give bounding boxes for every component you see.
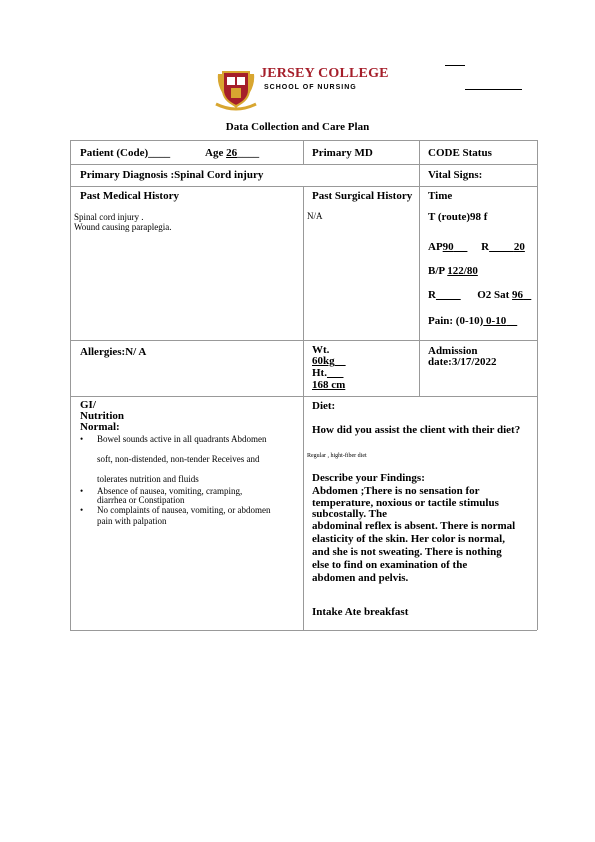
col-divider-2: [419, 140, 420, 396]
col-divider-1: [303, 140, 304, 164]
findings-line-5: elasticity of the skin. Her color is normal,: [312, 533, 505, 545]
past-surgical-history-label: Past Surgical History: [312, 190, 413, 202]
o2-value: 96: [512, 289, 524, 301]
pain-value: 0-10: [483, 315, 507, 327]
vitals-temp: T (route)98 f: [428, 211, 488, 223]
age-field: [205, 147, 259, 159]
vitals-bp: [428, 265, 478, 277]
findings-line-1: Abdomen ;There is no sensation for: [312, 485, 480, 497]
vitals-pain: [428, 315, 517, 327]
vitals-ap-r: [428, 241, 525, 253]
normal-label: Normal:: [80, 421, 120, 433]
past-medical-history-label: Past Medical History: [80, 190, 179, 202]
pain-label: Pain: (0-10): [428, 315, 484, 327]
code-status-label: CODE Status: [428, 147, 492, 159]
blank-line-top: [445, 65, 465, 66]
medical-history-line-1: Spinal cord injury .: [74, 212, 144, 222]
age-blank: ____: [237, 147, 260, 159]
table-border-left: [70, 140, 71, 630]
college-logo: [214, 64, 389, 112]
gi-bullet-3-line-1: • No complaints of nausea, vomiting, or abdomen: [97, 505, 270, 515]
age-value: 26: [226, 147, 238, 159]
document-title: Data Collection and Care Plan: [225, 121, 370, 133]
age-label: Age: [205, 147, 227, 159]
crest-icon: [214, 64, 258, 112]
nutrition-label: Nutrition: [80, 410, 124, 422]
findings-line-3: subcostally. The: [312, 508, 387, 520]
intake: Intake Ate breakfast: [312, 606, 409, 618]
findings-line-4: abdominal reflex is absent. There is normal: [312, 520, 516, 532]
gi-bullet-1-line-2: soft, non-distended, non-tender Receives and: [97, 454, 260, 464]
blank-line-top-2: [465, 89, 522, 90]
findings-line-8: abdomen and pelvis.: [312, 572, 409, 584]
table-border-bottom: [70, 630, 537, 631]
gi-bullet-2-line-1: • Absence of nausea, vomiting, cramping,: [97, 486, 242, 496]
admission-label: Admission: [428, 345, 478, 357]
diet-question: How did you assist the client with their diet?: [312, 424, 521, 436]
diet-label: Diet:: [312, 400, 336, 412]
findings-line-2: temperature, noxious or tactile stimulus: [312, 497, 499, 509]
logo-title: JERSEY COLLEGE: [260, 66, 389, 81]
weight-label: Wt.: [312, 344, 330, 356]
findings-label: Describe your Findings:: [312, 472, 425, 484]
r-value: 20: [513, 241, 525, 253]
gi-bullet-2-line-2: diarrhea or Constipation: [97, 495, 185, 505]
bp-label: B/P: [428, 265, 448, 277]
bp-value: 122/80: [447, 265, 478, 277]
table-border-right: [537, 140, 538, 630]
gi-label: GI/: [80, 399, 96, 411]
r-label: R: [481, 241, 490, 253]
gi-bullet-1-line-1: • Bowel sounds active in all quadrants Abdomen: [97, 434, 266, 444]
gi-bullet-1-line-3: tolerates nutrition and fluids: [97, 474, 199, 484]
care-plan-table: [70, 140, 537, 630]
admission-date: date:3/17/2022: [428, 356, 497, 368]
weight-value: 60kg: [312, 355, 335, 367]
patient-code-label: Patient (Code)____: [80, 147, 171, 159]
height-label: Ht.: [312, 367, 327, 379]
r2-label: R: [428, 289, 436, 301]
r2-blank: [436, 289, 461, 301]
height-value: 168 cm: [312, 379, 346, 391]
surgical-history-value: N/A: [307, 211, 323, 221]
medical-history-line-2: Wound causing paraplegia.: [74, 222, 172, 232]
ap-value: 90: [442, 241, 454, 253]
logo-subtitle: SCHOOL OF NURSING: [264, 84, 357, 91]
ap-label: AP: [428, 241, 443, 253]
vitals-r-o2: [428, 289, 531, 301]
vital-signs-label: Vital Signs:: [428, 169, 483, 181]
gi-bullet-3-line-2: pain with palpation: [97, 516, 167, 526]
findings-line-6: and she is not sweating. There is nothing: [312, 546, 502, 558]
primary-md-label: Primary MD: [312, 147, 373, 159]
col-divider-1b: [303, 186, 304, 630]
findings-line-7: else to find on examination of the: [312, 559, 468, 571]
allergies: Allergies:N/ A: [80, 346, 147, 358]
primary-diagnosis: Primary Diagnosis :Spinal Cord injury: [80, 169, 264, 181]
vitals-time: Time: [428, 190, 453, 202]
row-divider-1: [70, 164, 537, 165]
diet-answer: Regular , hight-fiber diet: [307, 453, 367, 459]
o2-label: O2 Sat: [477, 289, 513, 301]
